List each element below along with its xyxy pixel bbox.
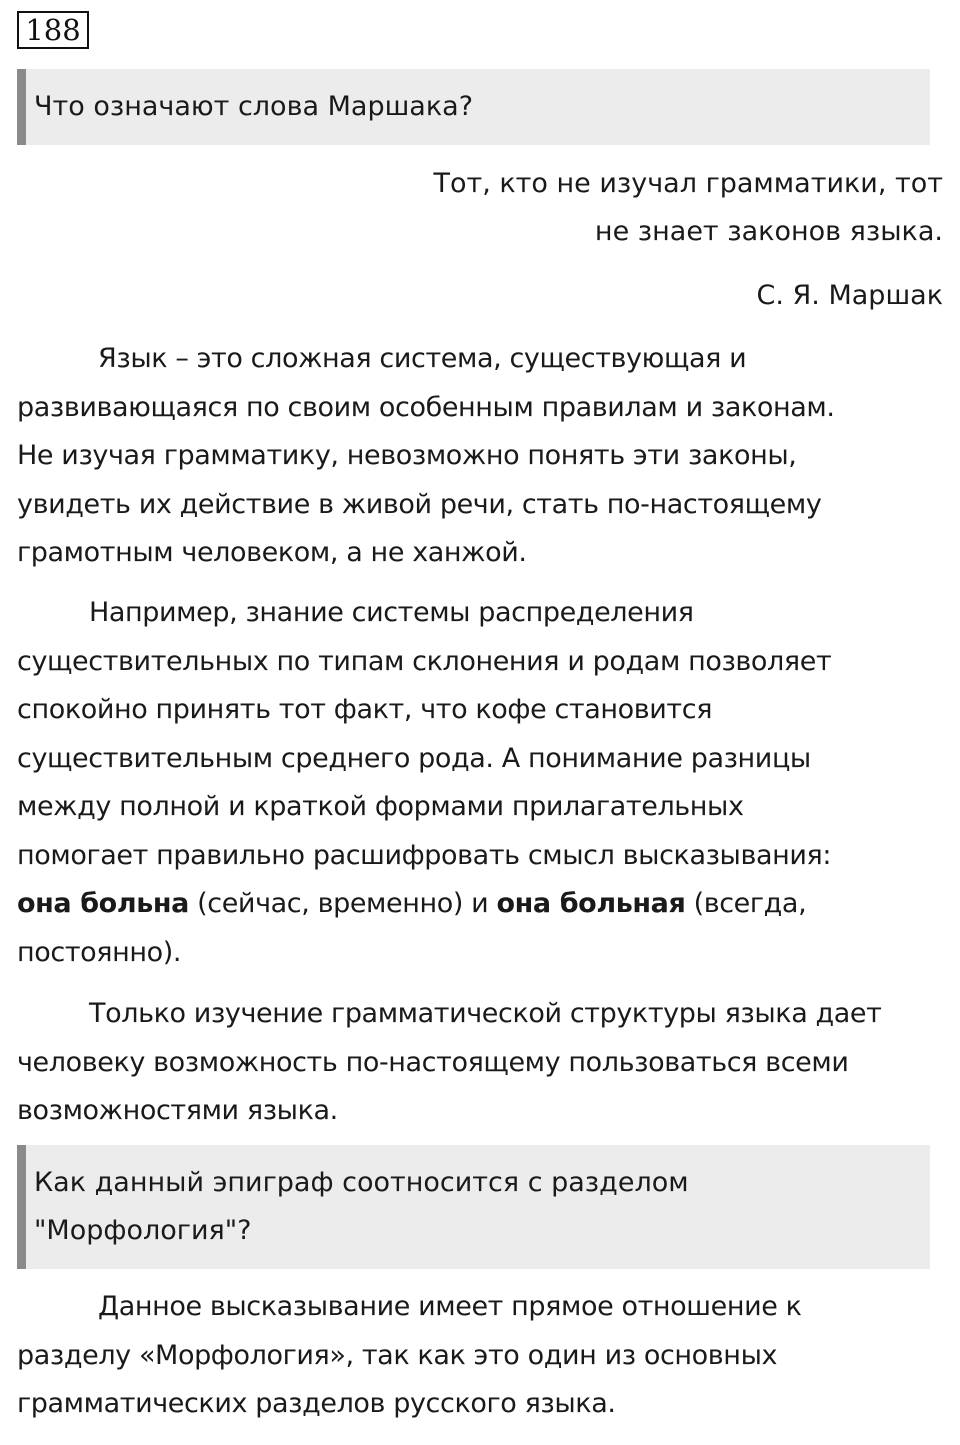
paragraph-line: разделу «Морфология», так как это один из основных <box>17 1339 778 1371</box>
paragraph-2 <box>17 589 943 977</box>
epigraph-line: не знает законов языка. <box>594 216 943 247</box>
paragraph-line: увидеть их действие в живой речи, стать по-настоящему <box>17 488 822 520</box>
question-1-box <box>17 69 930 145</box>
example-line <box>17 880 943 929</box>
page-number: 188 <box>17 11 89 49</box>
paragraph-line: Язык – это сложная система, существующая и <box>98 343 747 374</box>
example-text-1: (сейчас, временно) и <box>188 888 497 919</box>
question-2-box <box>17 1145 930 1269</box>
example-text-2: (всегда, <box>685 888 807 919</box>
example-bold-1: она больна <box>17 888 189 919</box>
paragraph-line: спокойно принять тот факт, что кофе становится <box>17 694 713 725</box>
paragraph-line: грамотным человеком, а не ханжой. <box>17 537 527 568</box>
paragraph-4 <box>17 1283 943 1429</box>
epigraph-line: Тот, кто не изучал грамматики, тот <box>433 168 943 199</box>
paragraph-3 <box>17 990 943 1136</box>
paragraph-line: грамматических разделов русского языка. <box>17 1388 616 1419</box>
paragraph-line: развивающаяся по своим особенным правилам и законам. <box>17 391 835 423</box>
question-2-line: Как данный эпиграф соотносится с разделом <box>34 1167 689 1198</box>
paragraph-line: человеку возможность по-настоящему пользоваться всеми <box>17 1046 849 1078</box>
question-1-text: Что означают слова Маршака? <box>34 91 474 122</box>
paragraph-line: Не изучая грамматику, невозможно понять эти законы, <box>17 440 797 471</box>
paragraph-line: помогает правильно расшифровать смысл высказывания: <box>17 839 832 871</box>
paragraph-line: между полной и краткой формами прилагательных <box>17 791 744 822</box>
paragraph-line: Например, знание системы распределения <box>89 597 694 628</box>
example-bold-2: она больная <box>496 888 686 919</box>
paragraph-line: возможностями языка. <box>17 1095 338 1126</box>
question-2-line: "Морфология"? <box>34 1215 252 1246</box>
epigraph-quote <box>433 160 943 256</box>
paragraph-line: существительным среднего рода. А понимание разницы <box>17 742 811 774</box>
paragraph-line: постоянно). <box>17 936 182 968</box>
paragraph-line: Данное высказывание имеет прямое отношение к <box>98 1291 802 1322</box>
paragraph-line: существительных по типам склонения и родам позволяет <box>17 645 832 677</box>
paragraph-line: Только изучение грамматической структуры языка дает <box>89 998 882 1029</box>
epigraph-author: С. Я. Маршак <box>756 280 943 311</box>
paragraph-1 <box>17 335 943 578</box>
